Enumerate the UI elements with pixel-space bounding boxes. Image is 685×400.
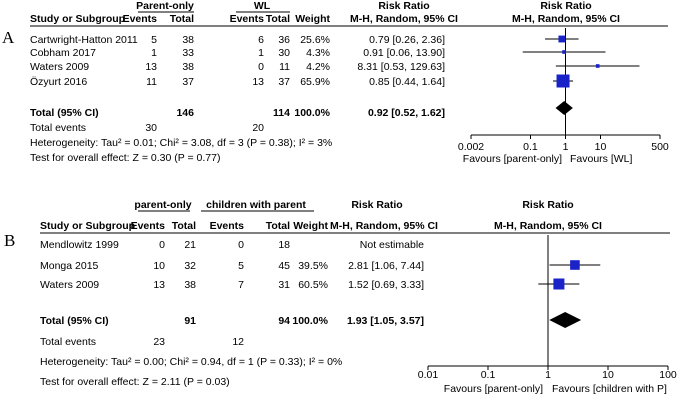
risk-ratio-ci-text: 1.52 [0.69, 3.33] (348, 279, 424, 291)
ctrl-events-value: 6 (258, 34, 264, 46)
panel-a-pooled-exp-total: 146 (176, 107, 194, 119)
weight-value: 4.3% (306, 47, 330, 59)
x-tick-label: 10 (602, 369, 614, 381)
pooled-diamond (556, 101, 573, 115)
panel-b-pooled-ctrl-total: 94 (278, 315, 290, 327)
study-point-box (596, 64, 600, 68)
exp-total-value: 33 (182, 47, 194, 59)
x-tick-label: 10 (594, 141, 607, 153)
panel-b-pooled-label: Total (95% CI) (40, 315, 109, 327)
exp-events-value: 0 (159, 239, 165, 251)
panel-b-col-exp-total: Total (171, 220, 196, 232)
study-point-box (570, 260, 580, 270)
panel-b-total-events-exp: 23 (153, 336, 165, 348)
x-tick-label: 0.002 (457, 141, 485, 153)
study-name: Özyurt 2016 (30, 76, 88, 88)
panel-b-favours-right: Favours [children with P] (552, 383, 667, 395)
ctrl-total-value: 45 (278, 260, 290, 272)
exp-events-value: 13 (153, 279, 165, 291)
study-name: Waters 2009 (40, 279, 100, 291)
panel-b-pooled-text: 1.93 [1.05, 3.57] (346, 315, 424, 327)
pooled-diamond (549, 312, 581, 328)
panel-a-favours-left: Favours [parent-only] (462, 153, 562, 165)
panel-a-plot (458, 28, 669, 153)
study-point-box (553, 279, 564, 290)
study-name: Cobham 2017 (30, 47, 96, 59)
ctrl-total-value: 31 (278, 279, 290, 291)
exp-events-value: 10 (153, 260, 165, 272)
exp-events-value: 11 (146, 76, 157, 88)
ctrl-total-value: 11 (279, 61, 290, 73)
panel-b-plot (418, 235, 677, 381)
exp-events-value: 5 (151, 34, 157, 46)
x-tick-label: 0.1 (523, 141, 538, 153)
panel-a-plot-title: Risk Ratio (540, 0, 592, 12)
ctrl-total-value: 36 (278, 34, 290, 46)
panel-a-col-study: Study or Subgroup (30, 13, 126, 25)
study-point-box (557, 75, 570, 88)
panel-b-total-events-label: Total events (40, 336, 97, 348)
panel-a-ctrl-group: WL (253, 0, 271, 12)
exp-events-value: 13 (145, 61, 157, 73)
study-name: Cartwright-Hatton 2011 (30, 34, 138, 46)
panel-b-ctrl-group: children with parent (206, 199, 306, 211)
panel-b-rr-title: Risk Ratio (351, 199, 403, 211)
ctrl-total-value: 37 (278, 76, 290, 88)
panel-b-col-exp-events: Events (130, 220, 165, 232)
panel-a-favours-right: Favours [WL] (570, 153, 633, 165)
x-tick-label: 100 (659, 369, 677, 381)
panel-a-rr-title: Risk Ratio (378, 0, 430, 12)
panel-b-heterogeneity: Heterogeneity: Tau² = 0.00; Chi² = 0.94, df = 1 (P = 0.33); I² = 0% (40, 356, 343, 368)
panel-b-favours-left: Favours [parent-only] (443, 383, 543, 395)
panel-a-overall-effect: Test for overall effect: Z = 0.30 (P = 0.77) (30, 152, 221, 164)
panel-b-col-plot: M-H, Random, 95% CI (494, 220, 602, 232)
ctrl-events-value: 5 (238, 260, 244, 272)
panel-b-exp-group: parent-only (134, 199, 192, 211)
panel-b-col-ctrl-total: Total (265, 220, 290, 232)
weight-value: 60.5% (298, 279, 328, 291)
panel-a-col-weight: Weight (295, 13, 330, 25)
ctrl-total-value: 18 (278, 239, 290, 251)
risk-ratio-ci-text: Not estimable (359, 239, 424, 251)
panel-a-pooled-weight: 100.0% (294, 107, 330, 119)
panel-a-col-exp-total: Total (169, 13, 194, 25)
panel-b (4, 199, 677, 395)
panel-a-pooled-text: 0.92 [0.52, 1.62] (367, 107, 445, 119)
study-point-box (562, 50, 566, 54)
risk-ratio-ci-text: 0.91 [0.06, 13.90] (363, 47, 445, 59)
panel-a-total-events-ctrl: 20 (252, 122, 264, 134)
panel-b-pooled-exp-total: 91 (184, 315, 196, 327)
panel-b-letter: B (4, 231, 16, 250)
panel-b-col-ctrl-events: Events (209, 220, 244, 232)
panel-a-total-events-label: Total events (30, 122, 87, 134)
panel-a-col-rr: M-H, Random, 95% CI (350, 13, 458, 25)
risk-ratio-ci-text: 0.85 [0.44, 1.64] (369, 76, 445, 88)
exp-total-value: 38 (184, 279, 196, 291)
x-tick-label: 0.01 (417, 369, 439, 381)
risk-ratio-ci-text: 0.79 [0.26, 2.36] (369, 34, 445, 46)
panel-a-col-exp-events: Events (122, 13, 157, 25)
panel-a-pooled-ctrl-total: 114 (273, 107, 290, 119)
panel-a (2, 0, 669, 165)
panel-a-total-events-exp: 30 (145, 122, 157, 134)
panel-b-plot-title: Risk Ratio (522, 199, 574, 211)
x-tick-label: 500 (651, 141, 669, 153)
panel-a-col-ctrl-total: Total (265, 13, 290, 25)
ctrl-events-value: 1 (258, 47, 264, 59)
x-tick-label: 1 (545, 369, 551, 381)
panel-a-heterogeneity: Heterogeneity: Tau² = 0.01; Chi² = 3.08, df = 3 (P = 0.38); I² = 3% (30, 137, 333, 149)
exp-events-value: 1 (151, 47, 157, 59)
panel-a-letter: A (2, 28, 15, 47)
study-name: Mendlowitz 1999 (40, 239, 119, 251)
weight-value: 25.6% (300, 34, 330, 46)
panel-b-col-study: Study or Subgroup (40, 220, 136, 232)
exp-total-value: 37 (182, 76, 194, 88)
exp-total-value: 38 (182, 61, 194, 73)
study-name: Monga 2015 (40, 260, 99, 272)
panel-b-col-rr: M-H, Random, 95% CI (330, 220, 438, 232)
ctrl-events-value: 0 (258, 61, 264, 73)
ctrl-events-value: 0 (238, 239, 244, 251)
ctrl-events-value: 13 (252, 76, 264, 88)
ctrl-events-value: 7 (238, 279, 244, 291)
x-tick-label: 1 (562, 141, 569, 153)
weight-value: 4.2% (306, 61, 330, 73)
panel-a-col-plot: M-H, Random, 95% CI (512, 13, 620, 25)
exp-total-value: 38 (182, 34, 194, 46)
weight-value: 65.9% (300, 76, 330, 88)
panel-b-study-rows (40, 239, 424, 291)
weight-value: 39.5% (298, 260, 328, 272)
study-name: Waters 2009 (30, 61, 90, 73)
x-tick-label: 0.1 (480, 369, 496, 381)
exp-total-value: 32 (184, 260, 196, 272)
risk-ratio-ci-text: 8.31 [0.53, 129.63] (357, 61, 445, 73)
panel-b-total-events-ctrl: 12 (232, 336, 244, 348)
panel-b-overall-effect: Test for overall effect: Z = 2.11 (P = 0.03) (40, 376, 230, 388)
panel-a-exp-group: Parent-only (136, 0, 194, 12)
panel-b-col-weight: Weight (293, 220, 328, 232)
panel-a-col-ctrl-events: Events (229, 13, 264, 25)
ctrl-total-value: 30 (278, 47, 290, 59)
exp-total-value: 21 (184, 239, 196, 251)
study-point-box (558, 36, 565, 43)
panel-a-study-rows (30, 34, 445, 88)
panel-b-pooled-weight: 100.0% (292, 315, 328, 327)
risk-ratio-ci-text: 2.81 [1.06, 7.44] (348, 260, 424, 272)
panel-a-pooled-label: Total (95% CI) (30, 107, 99, 119)
